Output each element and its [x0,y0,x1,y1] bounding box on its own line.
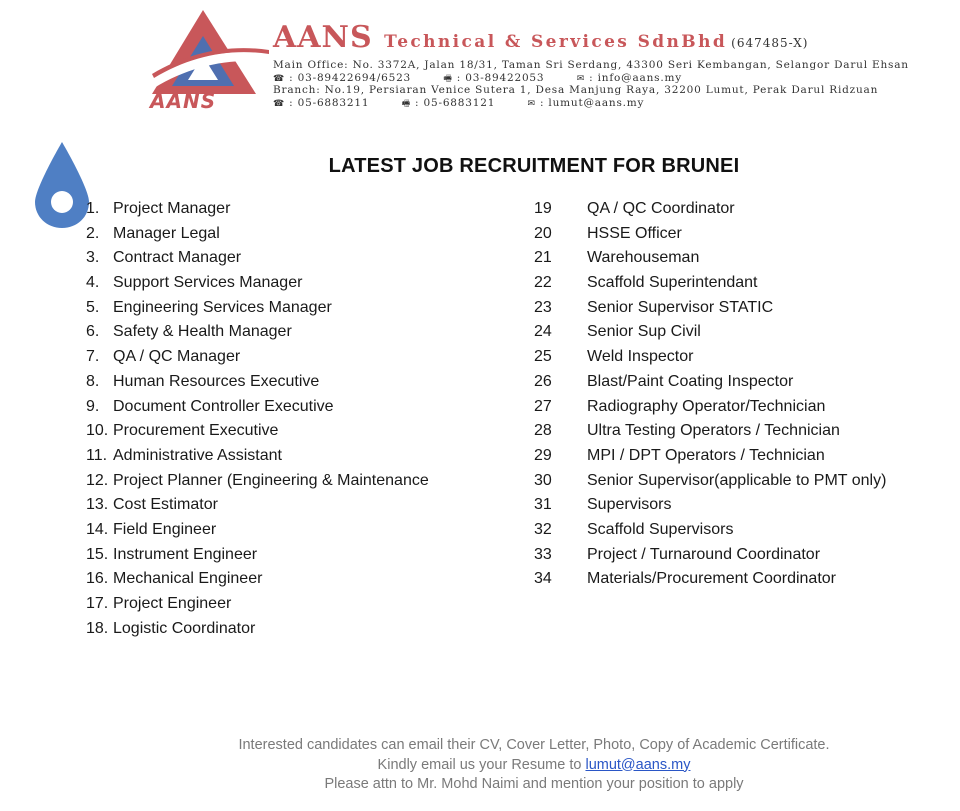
job-number: 1. [86,200,100,217]
job-number: 22 [534,274,552,292]
job-number: 12. [86,471,109,489]
logo-text: AANS [150,89,217,112]
job-title: Cost Estimator [113,496,218,514]
job-title: Radiography Operator/Technician [587,397,826,415]
job-number: 33 [534,545,552,563]
phone-icon: ☎ [273,74,286,84]
job-number: 10. [86,422,109,440]
job-number: 32 [534,520,552,538]
job-number: 9. [86,397,100,415]
main-phone: : 03-89422694/6523 [289,72,412,84]
job-title: Ultra Testing Operators / Technician [587,422,840,440]
job-number: 13. [86,496,109,514]
water-drop-icon [33,140,91,230]
job-title: Senior Sup Civil [587,323,701,341]
job-number: 7. [86,348,100,366]
job-title: HSSE Officer [587,224,682,242]
job-title: Senior Supervisor(applicable to PMT only) [587,471,887,489]
job-title: Administrative Assistant [113,446,282,464]
job-title: Logistic Coordinator [113,619,256,637]
job-number: 18. [86,619,109,637]
job-number: 6. [86,323,100,341]
job-number: 21 [534,249,552,267]
job-title: Project Manager [113,200,231,217]
job-title: Weld Inspector [587,348,694,366]
job-title: Engineering Services Manager [113,298,332,316]
company-registration: (647485-X) [731,36,809,50]
page-title: LATEST JOB RECRUITMENT FOR BRUNEI [328,155,740,177]
job-number: 26 [534,372,552,390]
footer [0,736,960,795]
job-title: Warehouseman [587,249,700,267]
job-number: 3. [86,249,100,267]
job-number: 27 [534,397,552,415]
job-title: Support Services Manager [113,274,303,292]
company-name [273,20,808,61]
job-title: Procurement Executive [113,422,279,440]
branch-address: Branch: No.19, Persiaran Venice Sutera 1, Desa Manjung Raya, 32200 Lumut, Perak Darul Ridzuan [273,84,879,96]
branch-fax: : 05-6883121 [415,97,496,109]
job-number: 19 [534,200,552,217]
email-icon: ✉ [527,99,536,109]
job-number: 24 [534,323,552,341]
footer-line-2-text: Kindly email us your Resume to [377,756,586,773]
job-title: Scaffold Superintendant [587,274,758,292]
company-name-suffix: Technical & Services SdnBhd [384,32,728,52]
job-title: QA / QC Manager [113,348,241,366]
main-email: : info@aans.my [589,72,682,84]
job-number: 17. [86,595,109,612]
job-number: 20 [534,224,552,242]
footer-line-1: Interested candidates can email their CV, Cover Letter, Photo, Copy of Academic Certificate. [238,737,830,753]
branch-email: : lumut@aans.my [539,97,645,109]
job-number: 5. [86,298,100,316]
branch-contacts [273,97,644,110]
job-title: Project / Turnaround Coordinator [587,545,821,563]
job-title: Supervisors [587,496,672,514]
main-fax: : 03-89422053 [456,72,545,84]
job-title: MPI / DPT Operators / Technician [587,446,825,464]
email-link[interactable]: lumut@aans.my [585,756,691,773]
job-number: 8. [86,372,100,390]
job-number: 28 [534,422,552,440]
company-name-main: AANS [273,20,373,55]
job-title: Project Planner (Engineering & Maintenance [113,471,429,489]
job-number: 2. [86,224,100,242]
job-title: Human Resources Executive [113,372,320,390]
job-number: 16. [86,570,109,588]
branch-phone: : 05-6883211 [289,97,370,109]
job-number: 25 [534,348,552,366]
main-office-address: Main Office: No. 3372A, Jalan 18/31, Taman Sri Serdang, 43300 Seri Kembangan, Selangor Darul Ehsan [273,59,909,71]
job-title: Safety & Health Manager [113,323,292,341]
job-title: Blast/Paint Coating Inspector [587,372,794,390]
job-number: 29 [534,446,552,464]
job-title: Materials/Procurement Coordinator [587,570,836,588]
job-number: 11. [86,446,108,464]
job-number: 34 [534,570,552,588]
job-title: Contract Manager [113,249,242,267]
job-number: 4. [86,274,100,292]
footer-line-3: Please attn to Mr. Mohd Naimi and mention your position to apply [324,776,744,792]
job-number: 15. [86,545,109,563]
job-number: 30 [534,471,552,489]
job-number: 31 [534,496,552,514]
email-icon: ✉ [576,74,586,84]
job-title: Scaffold Supervisors [587,520,734,538]
footer-line-2 [0,756,960,776]
job-title: Senior Supervisor STATIC [587,298,774,316]
job-title: Instrument Engineer [113,545,258,563]
phone-icon: ☎ [273,99,286,109]
job-title: Project Engineer [113,595,232,612]
job-title: Manager Legal [113,224,220,242]
fax-icon: 🖷 [401,99,411,109]
job-title: Document Controller Executive [113,397,334,415]
job-number: 14. [86,520,109,538]
job-title: QA / QC Coordinator [587,200,735,217]
job-number: 23 [534,298,552,316]
job-title: Mechanical Engineer [113,570,263,588]
company-logo [148,8,270,112]
job-title: Field Engineer [113,520,217,538]
fax-icon: 🖷 [443,74,453,84]
